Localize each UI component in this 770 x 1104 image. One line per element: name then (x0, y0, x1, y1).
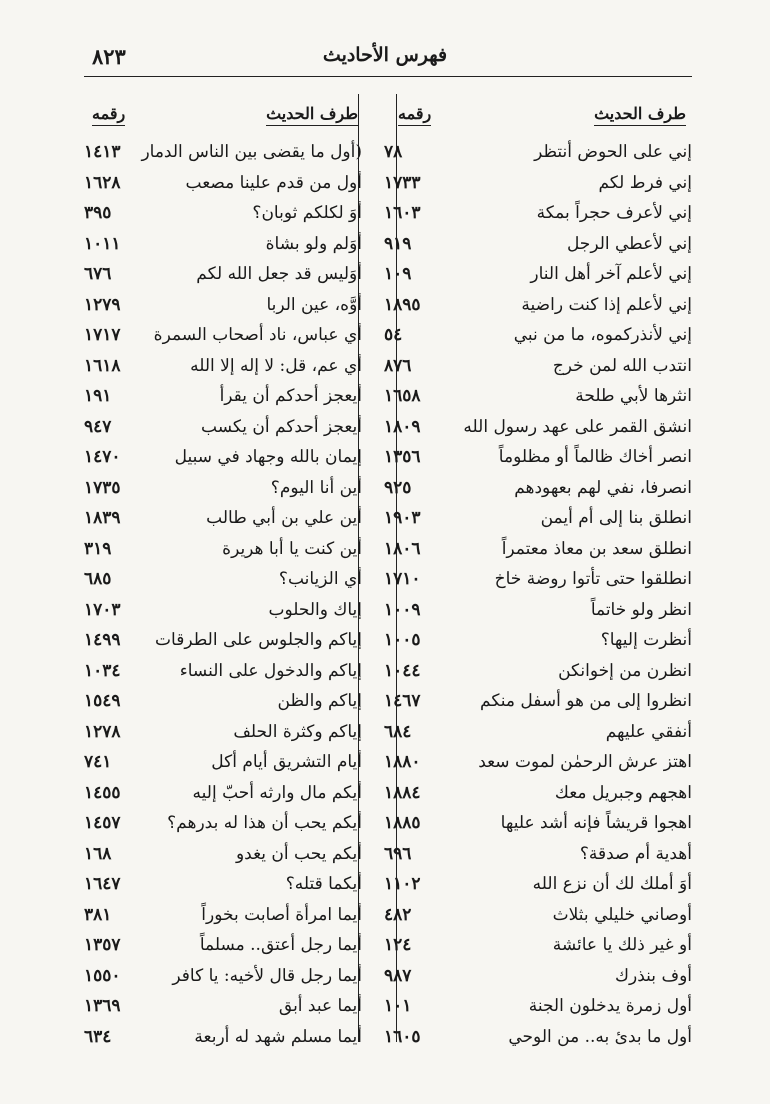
left-number: ١٨٣٩ (84, 508, 121, 528)
table-row (84, 657, 692, 688)
left-number: ١٧٠٣ (84, 599, 121, 620)
right-hadith: انطلقوا حتى تأتوا روضة خاخ (494, 569, 692, 589)
right-hadith: أنفقي عليهم (605, 721, 692, 742)
left-number: ١٤٧٠ (84, 447, 121, 467)
right-hadith: إني لأعلم آخر أهل النار (530, 264, 692, 284)
right-number: ١١٠٢ (384, 874, 421, 894)
table-row (84, 504, 692, 535)
page-number: ٨٢٣ (92, 44, 126, 69)
right-hadith: انظرن من إخوانكن (558, 660, 692, 681)
right-hadith: انتدب الله لمن خرج (552, 355, 692, 376)
table-row (84, 230, 692, 261)
right-number: ١٨٨٥ (384, 813, 421, 833)
right-hadith: إني فرط لكم (598, 172, 692, 193)
header-rule (84, 76, 692, 77)
left-number-header (92, 104, 125, 123)
right-hadith: إني على الحوض أنتظر (534, 142, 692, 162)
right-hadith: إني لأعطي الرجل (566, 233, 692, 254)
left-hadith: أيما مسلم شهد له أربعة (194, 1026, 362, 1047)
page-title: فهرس الأحاديث (322, 44, 448, 66)
left-number: ١٣٦٩ (84, 996, 121, 1016)
table-row (84, 931, 692, 962)
right-number-header-label: رقمه (398, 104, 431, 126)
table-row (84, 962, 692, 993)
left-number: ٣٩٥ (84, 203, 112, 223)
left-number-header-label: رقمه (92, 104, 125, 126)
table-row (84, 199, 692, 230)
left-hadith: إياكم والجلوس على الطرقات (155, 630, 362, 650)
right-hadith: أنظرت إليها؟ (600, 630, 692, 650)
table-row (84, 443, 692, 474)
left-hadith: أين علي بن أبي طالب (206, 508, 362, 528)
right-number: ٧٨ (384, 142, 403, 162)
right-number: ٩٢٥ (384, 477, 412, 498)
table-row (84, 718, 692, 749)
right-hadith: انشق القمر على عهد رسول الله (463, 416, 692, 437)
left-number: ٣١٩ (84, 538, 112, 559)
left-number: ٦٨٥ (84, 569, 112, 589)
left-number: ١٥٥٠ (84, 965, 121, 986)
right-hadith: إني لأعلم إذا كنت راضية (521, 294, 692, 315)
left-hadith: أوَّه، عين الربا (266, 294, 362, 315)
right-hadith: أول زمرة يدخلون الجنة (528, 996, 692, 1016)
left-hadith: أيام التشريق أيام أكل (211, 752, 362, 772)
left-hadith: إياكم والظن (277, 691, 362, 711)
right-hadith: انطلق سعد بن معاذ معتمراً (501, 538, 692, 559)
table-row (84, 260, 692, 291)
left-hadith: أي عباس، ناد أصحاب السمرة (153, 325, 362, 345)
left-number: ١٦٢٨ (84, 172, 121, 193)
left-hadith: (أول ما يقضى بين الناس الدمار (141, 142, 362, 162)
right-hadith: أوصاني خليلي بثلاث (552, 904, 692, 925)
right-hadith: انثرها لأبي طلحة (575, 386, 692, 406)
left-hadith: إياك والحلوب (268, 599, 362, 620)
table-row (84, 870, 692, 901)
left-hadith: أي الزيانب؟ (278, 569, 362, 589)
left-hadith: أين أنا اليوم؟ (270, 477, 362, 498)
right-number: ١٤٦٧ (384, 691, 421, 711)
left-number: ١٧٣٥ (84, 477, 121, 498)
table-row (84, 901, 692, 932)
right-hadith: اهجوا قريشاً فإنه أشد عليها (500, 813, 692, 833)
right-hadith: أوف بنذرك (615, 965, 692, 986)
table-row (84, 1023, 692, 1054)
left-hadith: إياكم والدخول على النساء (179, 660, 362, 681)
left-hadith: أوَليس قد جعل الله لكم (196, 264, 362, 284)
left-number: ١٤٥٧ (84, 813, 121, 833)
right-number: ١٠١ (384, 996, 412, 1016)
table-row (84, 748, 692, 779)
right-number-header (398, 104, 431, 123)
table-row (84, 474, 692, 505)
right-hadith: اهتز عرش الرحمٰن لموت سعد (478, 752, 692, 772)
right-number: ٩١٩ (384, 233, 412, 254)
right-number: ١٨٩٥ (384, 294, 421, 315)
left-number: ١٦١٨ (84, 355, 121, 376)
left-hadith: أيكم يحب أن يغدو (235, 843, 362, 864)
left-number: ١٧١٧ (84, 325, 121, 345)
table-row (84, 352, 692, 383)
table-row (84, 169, 692, 200)
table-row (84, 687, 692, 718)
left-hadith: أوَلم ولو بشاة (265, 233, 362, 254)
right-hadith-header (594, 104, 686, 123)
left-number: ١٩١ (84, 386, 112, 406)
table-row (84, 565, 692, 596)
right-hadith: إني لأعرف حجراً بمكة (536, 203, 692, 223)
right-number: ١٨٨٤ (384, 782, 421, 803)
left-hadith: أيكما قتله؟ (285, 874, 362, 894)
left-number: ١٠٣٤ (84, 660, 121, 681)
left-number: ٦٣٤ (84, 1026, 112, 1047)
right-number: ١٦٥٨ (384, 386, 421, 406)
left-hadith: أيكم يحب أن هذا له بدرهم؟ (167, 813, 362, 833)
right-number: ٨٧٦ (384, 355, 412, 376)
right-hadith: انصر أخاك ظالماً أو مظلوماً (498, 447, 692, 467)
right-number: ١٠٠٥ (384, 630, 421, 650)
left-hadith: أيعجز أحدكم أن يكسب (201, 416, 362, 437)
right-hadith-header-label: طرف الحديث (594, 104, 686, 126)
table-row (84, 535, 692, 566)
left-number: ١٦٨ (84, 843, 112, 864)
left-hadith: أول من قدم علينا مصعب (185, 172, 362, 193)
table-row (84, 626, 692, 657)
right-hadith: أوَ أملك لك أن نزع الله (532, 874, 692, 894)
table-row (84, 840, 692, 871)
right-hadith: انظر ولو خاتماً (590, 599, 692, 620)
left-hadith-header-label: طرف الحديث (266, 104, 358, 126)
left-hadith: أوَ لكلكم ثوبان؟ (252, 203, 362, 223)
left-hadith: أيكم مال وارثه أحبّ إليه (192, 782, 362, 803)
right-number: ٤٨٢ (384, 904, 412, 925)
left-number: ١٦٤٧ (84, 874, 121, 894)
left-hadith: أيما رجل أعتق.. مسلماً (199, 935, 362, 955)
right-hadith: أول ما بدئ به.. من الوحي (508, 1026, 692, 1047)
table-row (84, 382, 692, 413)
table-row (84, 321, 692, 352)
right-number: ١٧١٠ (384, 569, 421, 589)
left-hadith: أي عم، قل: لا إله إلا الله (190, 355, 362, 376)
table-row (84, 138, 692, 169)
right-number: ٦٨٤ (384, 721, 412, 742)
left-number: ٩٤٧ (84, 416, 112, 437)
left-hadith: إيمان بالله وجهاد في سبيل (174, 447, 362, 467)
right-number: ٥٤ (384, 325, 403, 345)
left-number: ١٢٧٩ (84, 294, 121, 315)
right-hadith: أو غير ذلك يا عائشة (552, 935, 692, 955)
left-hadith: أين كنت يا أبا هريرة (222, 538, 362, 559)
right-number: ١٠٠٩ (384, 599, 421, 620)
left-hadith-header (266, 104, 358, 123)
right-number: ١٠٤٤ (384, 660, 421, 681)
left-number: ١٤٥٥ (84, 782, 121, 803)
left-hadith: أيما امرأة أصابت بخوراً (201, 904, 362, 925)
right-hadith: إني لأنذركموه، ما من نبي (513, 325, 692, 345)
left-hadith: أيما رجل قال لأخيه: يا كافر (172, 965, 362, 986)
table-row (84, 779, 692, 810)
table-row (84, 413, 692, 444)
hadith-index-table (84, 138, 692, 1053)
left-hadith: أيعجز أحدكم أن يقرأ (219, 386, 362, 406)
left-number: ١٣٥٧ (84, 935, 121, 955)
table-row (84, 809, 692, 840)
left-hadith: أيما عبد أبق (278, 996, 362, 1016)
right-number: ١٩٠٣ (384, 508, 421, 528)
right-number: ١٧٣٣ (384, 172, 421, 193)
table-row (84, 291, 692, 322)
right-hadith: انصرفا، نفي لهم بعهودهم (514, 477, 692, 498)
right-number: ١٨٠٩ (384, 416, 421, 437)
right-hadith: انطلق بنا إلى أم أيمن (540, 508, 692, 528)
left-number: ٦٧٦ (84, 264, 112, 284)
left-number: ٧٤١ (84, 752, 112, 772)
left-number: ١٠١١ (84, 233, 121, 254)
right-number: ١٦٠٥ (384, 1026, 421, 1047)
right-number: ١٢٤ (384, 935, 412, 955)
right-hadith: انظروا إلى من هو أسفل منكم (480, 691, 692, 711)
left-number: ١٤١٣ (84, 142, 121, 162)
left-number: ٣٨١ (84, 904, 112, 925)
right-number: ١٦٠٣ (384, 203, 421, 223)
right-number: ١٣٥٦ (384, 447, 421, 467)
right-number: ١٠٩ (384, 264, 412, 284)
right-number: ٩٨٧ (384, 965, 412, 986)
left-number: ١٢٧٨ (84, 721, 121, 742)
right-number: ١٨٨٠ (384, 752, 421, 772)
right-hadith: أهدية أم صدقة؟ (579, 843, 692, 864)
table-row (84, 596, 692, 627)
table-row (84, 992, 692, 1023)
right-number: ١٨٠٦ (384, 538, 421, 559)
left-hadith: إياكم وكثرة الحلف (233, 721, 362, 742)
right-hadith: اهجهم وجبريل معك (554, 782, 692, 803)
right-number: ٦٩٦ (384, 843, 412, 864)
left-number: ١٤٩٩ (84, 630, 121, 650)
left-number: ١٥٤٩ (84, 691, 121, 711)
